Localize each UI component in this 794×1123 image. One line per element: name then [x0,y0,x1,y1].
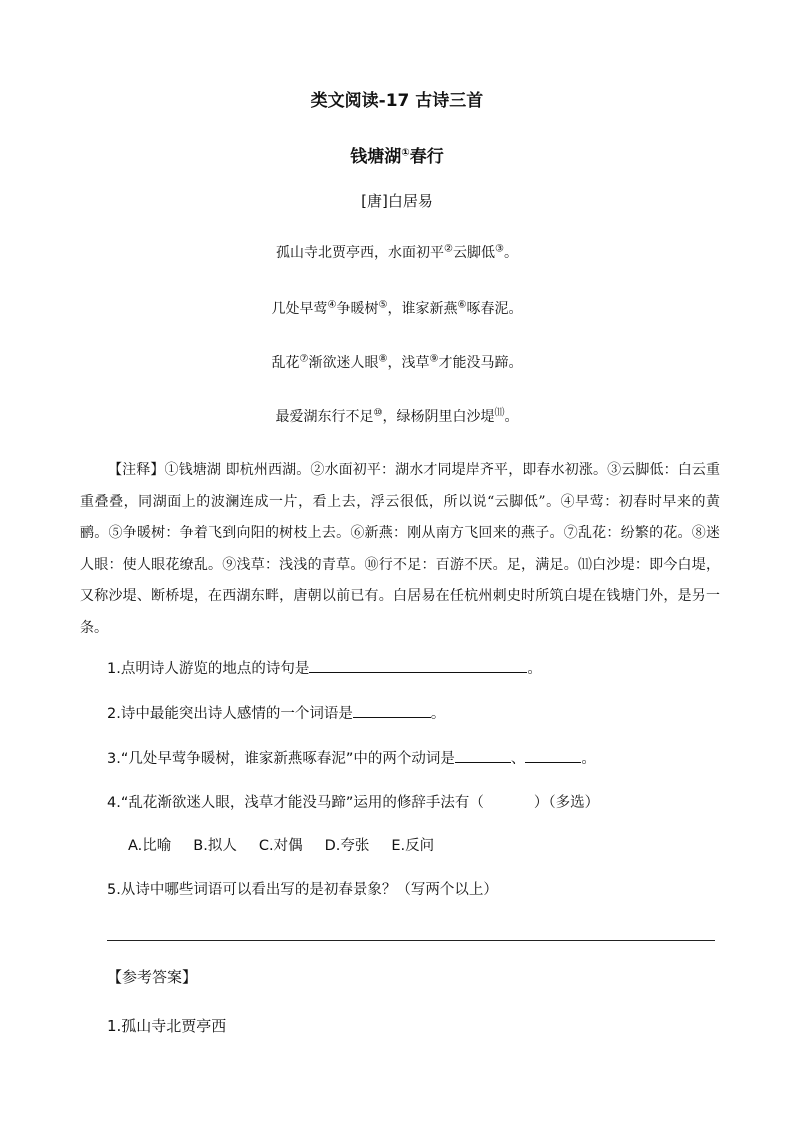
poem-author: [唐]白居易 [361,192,433,210]
note-mark: ⑨ [429,353,439,365]
question-2 [107,702,445,723]
question-end: 。 [581,751,596,767]
note-mark: ⑾ [494,407,505,419]
poem-line-text: 最爱湖东行不足 [275,409,374,425]
question-3 [107,747,596,768]
option-b[interactable]: B.拟人 [193,838,237,854]
question-text: 4.“乱花渐欲迷人眼，浅草才能没马蹄”运用的修辞手法有（ [107,795,484,811]
answer-1: 1.孤山寺北贾亭西 [107,1017,227,1035]
poem-line-2 [0,298,794,318]
poem-line-text: 啄春泥。 [466,301,523,317]
poem-title-note-mark: ① [401,147,410,159]
question-text: 2.诗中最能突出诗人感情的一个词语是 [107,706,353,722]
poem-line-text: 才能没马蹄。 [438,355,523,371]
note-mark: ④ [327,299,337,311]
answer-blank[interactable] [309,658,527,673]
question-1 [107,657,542,678]
section-divider [107,940,715,941]
note-mark: ③ [495,243,504,255]
poem-line-text: 乱花 [271,355,300,371]
answer-blank[interactable] [353,703,431,718]
note-mark: ⑧ [378,353,388,365]
page-title: 类文阅读-17 古诗三首 [310,91,484,111]
poem-line-text: 孤山寺北贾亭西，水面初平 [276,245,445,261]
poem-line-text: ，绿杨阴里白沙堤 [382,409,495,425]
question-end: 。 [527,661,542,677]
poem-line-1 [0,242,794,262]
annotation-notes: 【注释】①钱塘湖 即杭州西湖。②水面初平：湖水才同堤岸齐平，即春水初涨。③云脚低：白云重重叠叠，同湖面上的波澜连成一片，看上去，浮云很低，所以说“云脚低”。④早莺：初春时早来的黄鹂。⑤争暖树：争着飞到向阳的树枝上去。⑥新燕：刚从南方飞回来的燕子。⑦乱花：纷繁的花。⑧迷人眼：使人眼花缭乱。⑨浅草：浅浅的青草。⑩行不足：百游不厌。足，满足。⑾白沙堤：即今白堤，又称沙堤、断桥堤，在西湖东畔，唐朝以前已有。白居易在任杭州刺史时所筑白堤在钱塘门外，是另一条。 [80,462,720,636]
question-end: 。 [430,706,446,722]
question-4-options [128,834,456,855]
poem-line-text: 渐欲迷人眼 [308,355,379,371]
question-4 [107,791,599,812]
question-text: 1.点明诗人游览的地点的诗句是 [107,661,310,677]
question-separator: 、 [510,751,526,767]
poem-line-text: ，浅草 [387,355,430,371]
answer-blank[interactable] [525,748,581,763]
poem-line-text: ，谁家新燕 [387,301,458,317]
poem-line-text: 。 [503,245,518,261]
option-a[interactable]: A.比喻 [128,838,172,854]
poem-line-4 [0,406,794,426]
answer-heading: 【参考答案】 [107,968,198,986]
note-mark: ⑥ [457,299,467,311]
option-e[interactable]: E.反问 [391,838,435,854]
option-c[interactable]: C.对偶 [258,838,303,854]
poem-title-post: 春行 [409,147,444,167]
note-mark: ⑦ [299,353,309,365]
poem-title [0,142,794,167]
note-mark: ⑩ [373,407,383,419]
question-end: ）（多选） [533,795,600,811]
poem-line-3 [0,352,794,372]
note-mark: ⑤ [378,299,388,311]
option-d[interactable]: D.夸张 [324,838,370,854]
poem-line-text: 云脚低 [453,245,495,261]
poem-line-text: 几处早莺 [271,301,328,317]
question-5: 5.从诗中哪些词语可以看出写的是初春景象？（写两个以上） [107,882,498,898]
question-text: 3.“几处早莺争暖树，谁家新燕啄春泥”中的两个动词是 [107,751,455,767]
poem-line-text: 。 [504,409,519,425]
answer-blank[interactable] [455,748,511,763]
poem-line-text: 争暖树 [336,301,379,317]
note-mark: ② [444,243,453,255]
poem-title-pre: 钱塘湖 [350,147,402,167]
